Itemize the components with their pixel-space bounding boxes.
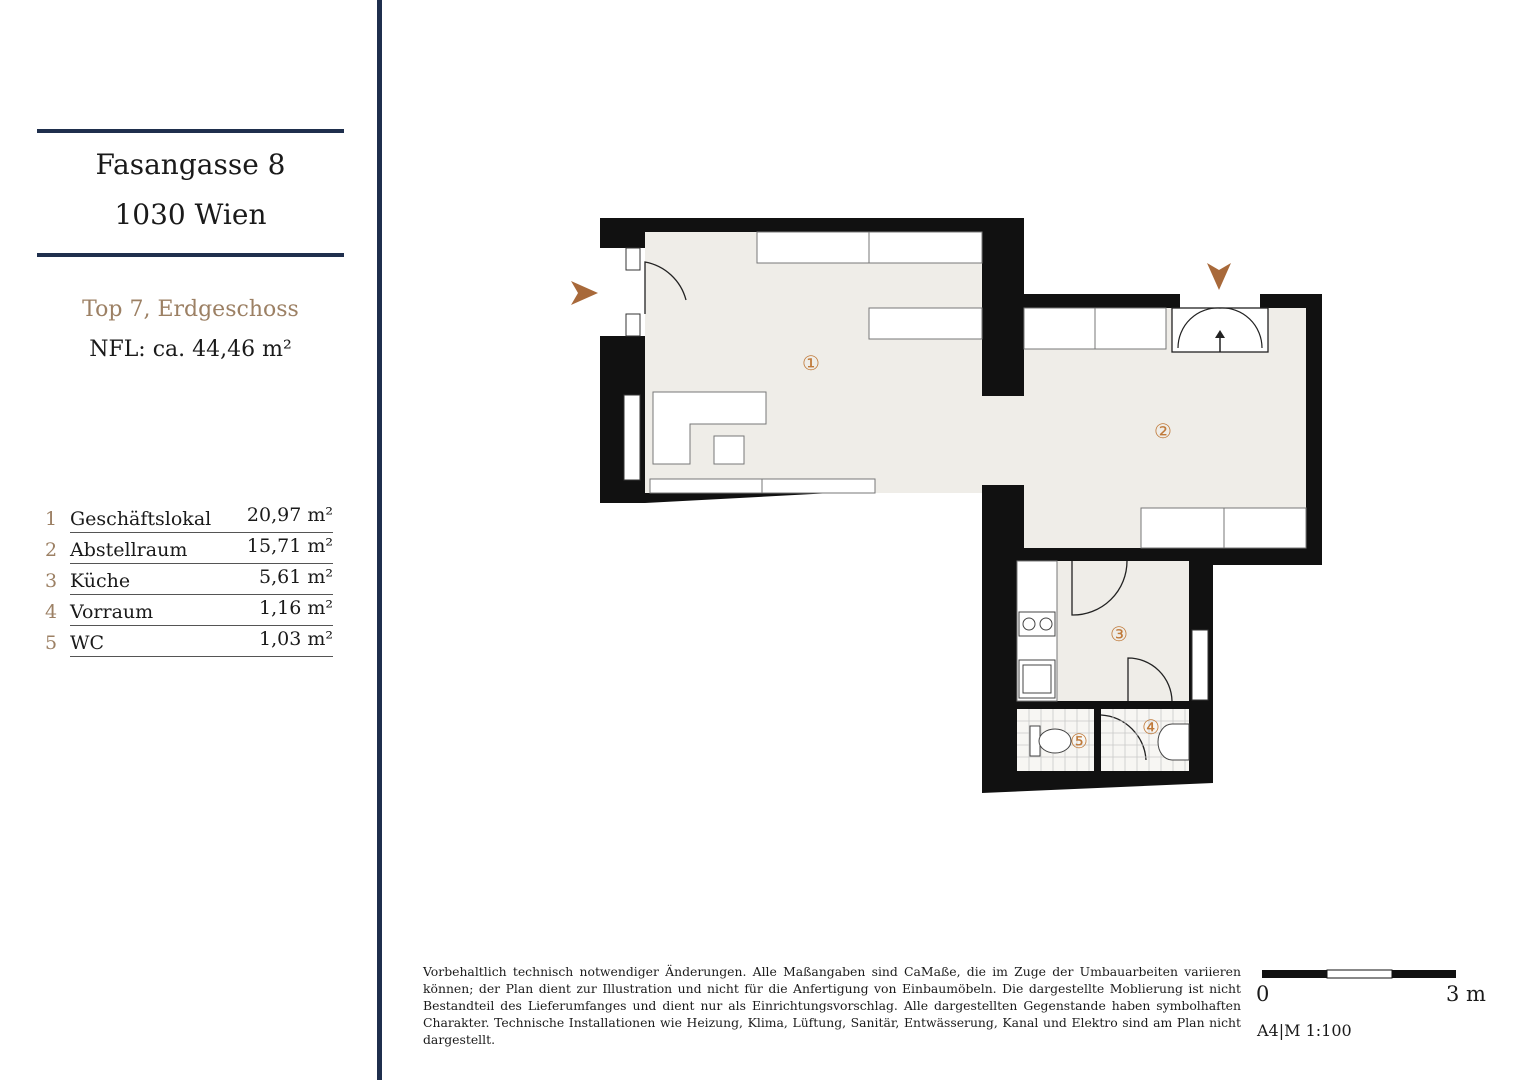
room-area: 1,16 m² [259, 597, 333, 619]
room-name: Geschäftslokal [70, 508, 212, 530]
shelf [869, 308, 982, 339]
sink [1019, 660, 1055, 698]
room-name: Küche [70, 570, 131, 592]
room-name: Vorraum [70, 601, 154, 623]
scale-start-label: 0 [1256, 982, 1270, 1006]
window [626, 314, 640, 336]
partition-wall [1003, 548, 1017, 771]
room-marker-4: ④ [1142, 715, 1160, 739]
disclaimer: Vorbehaltlich technisch notwendiger Änderungen. Alle Maßangaben sind CaMaße, die im Zuge der Umbauarbeiten variieren können; der Plan dient zur Illustration und nicht für die Anfertigung von Einbaumöbeln. Die dargestellte Moblierung ist nicht Bestandteil des Lieferumfanges und dient nur als Einrichtungsvorschlag. Alle dargestellten Gegenstande haben symbolhaften Charakter. Technische Installationen wie Heizung, Klima, Lüftung, Sanitär, Entwässerung, Kanal und Elektro sind am Plan nicht dargestellt. [423, 964, 1241, 1047]
toilet-bowl [1039, 729, 1071, 753]
scale-end-label: 3 m [1446, 982, 1486, 1006]
room-marker-5: ⑤ [1070, 729, 1088, 753]
scale-format-label: A4|M 1:100 [1257, 1021, 1352, 1040]
window [624, 395, 640, 480]
shelf [869, 232, 982, 263]
partition-wall [1094, 709, 1101, 771]
room-number: 5 [44, 632, 58, 654]
room-number: 1 [44, 508, 58, 530]
partition-wall [1017, 548, 1200, 561]
window [1192, 630, 1208, 700]
plan-floor [645, 232, 1306, 548]
window [626, 248, 640, 270]
room-name: Abstellraum [70, 539, 188, 561]
shelf [650, 479, 762, 493]
entrance-arrow [571, 281, 598, 305]
nfl-label: NFL: ca. 44,46 m² [89, 337, 292, 362]
shelf [762, 479, 875, 493]
shelf [757, 232, 869, 263]
room-area: 15,71 m² [246, 535, 333, 557]
address-street: Fasangasse 8 [95, 148, 286, 181]
shelf [1024, 308, 1095, 349]
scale-bar-segment [1262, 970, 1327, 978]
partition-wall [1017, 701, 1189, 709]
room-name: WC [70, 632, 105, 654]
room-number: 3 [44, 570, 58, 592]
door-opening-top [1180, 294, 1260, 308]
room-area: 20,97 m² [246, 504, 333, 526]
address-city: 1030 Wien [114, 198, 267, 231]
room-marker-2: ② [1154, 419, 1172, 443]
room-area: 1,03 m² [259, 628, 333, 650]
shelf [1141, 508, 1224, 548]
shelf [1224, 508, 1306, 548]
unit-label: Top 7, Erdgeschoss [82, 297, 299, 322]
washbasin [1158, 724, 1189, 760]
room-area: 5,61 m² [259, 566, 333, 588]
room-marker-1: ① [802, 351, 820, 375]
shelf [1095, 308, 1166, 349]
room-number: 2 [44, 539, 58, 561]
stool [714, 436, 744, 464]
room-marker-3: ③ [1110, 622, 1128, 646]
scale-bar-segment [1327, 970, 1392, 978]
entrance-arrow [1207, 263, 1231, 290]
stove [1019, 612, 1055, 636]
scale-bar-segment [1392, 970, 1456, 978]
room-number: 4 [44, 601, 58, 623]
